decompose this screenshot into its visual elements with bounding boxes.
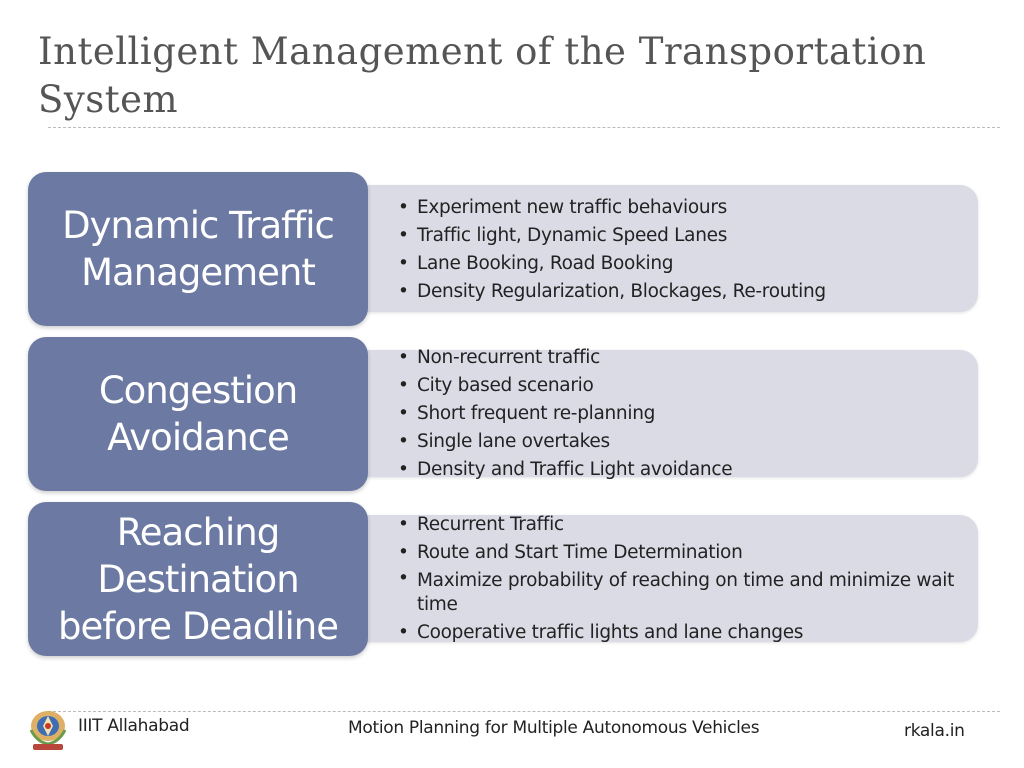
label-panel (28, 502, 368, 656)
label-panel (28, 337, 368, 491)
bullet-list (396, 344, 966, 484)
footer-website: rkala.in (904, 721, 965, 741)
list-item: • Lane Booking, Road Booking (396, 250, 966, 278)
list-item: • Route and Start Time Determination (396, 539, 966, 567)
institute-emblem-icon (25, 708, 71, 752)
list-item: • City based scenario (396, 372, 966, 400)
bullet-list (396, 194, 966, 306)
list-item: • Traffic light, Dynamic Speed Lanes (396, 222, 966, 250)
row-label: Congestion Avoidance (98, 369, 298, 459)
footer-divider (48, 711, 1000, 712)
list-item: • Single lane overtakes (396, 428, 966, 456)
footer-institution: IIIT Allahabad (78, 716, 190, 736)
list-item: • Recurrent Traffic (396, 511, 966, 539)
list-item: • Experiment new traffic behaviours (396, 194, 966, 222)
title-divider (48, 127, 1000, 128)
footer-course-title: Motion Planning for Multiple Autonomous Vehicles (348, 718, 760, 738)
list-item: • Short frequent re-planning (396, 400, 966, 428)
list-item: • Non-recurrent traffic (396, 344, 966, 372)
row-label: Reaching Destination before Deadline (57, 510, 339, 648)
list-item: • Maximize probability of reaching on time and minimize wait time (396, 567, 966, 619)
list-item: • Density and Traffic Light avoidance (396, 456, 966, 484)
slide-title: Intelligent Management of the Transportation System (38, 30, 927, 121)
bullet-list (396, 511, 966, 647)
list-item: • Density Regularization, Blockages, Re-routing (396, 278, 966, 306)
row-label: Dynamic Traffic Management (62, 204, 334, 294)
label-panel (28, 172, 368, 326)
list-item: • Cooperative traffic lights and lane changes (396, 619, 966, 647)
